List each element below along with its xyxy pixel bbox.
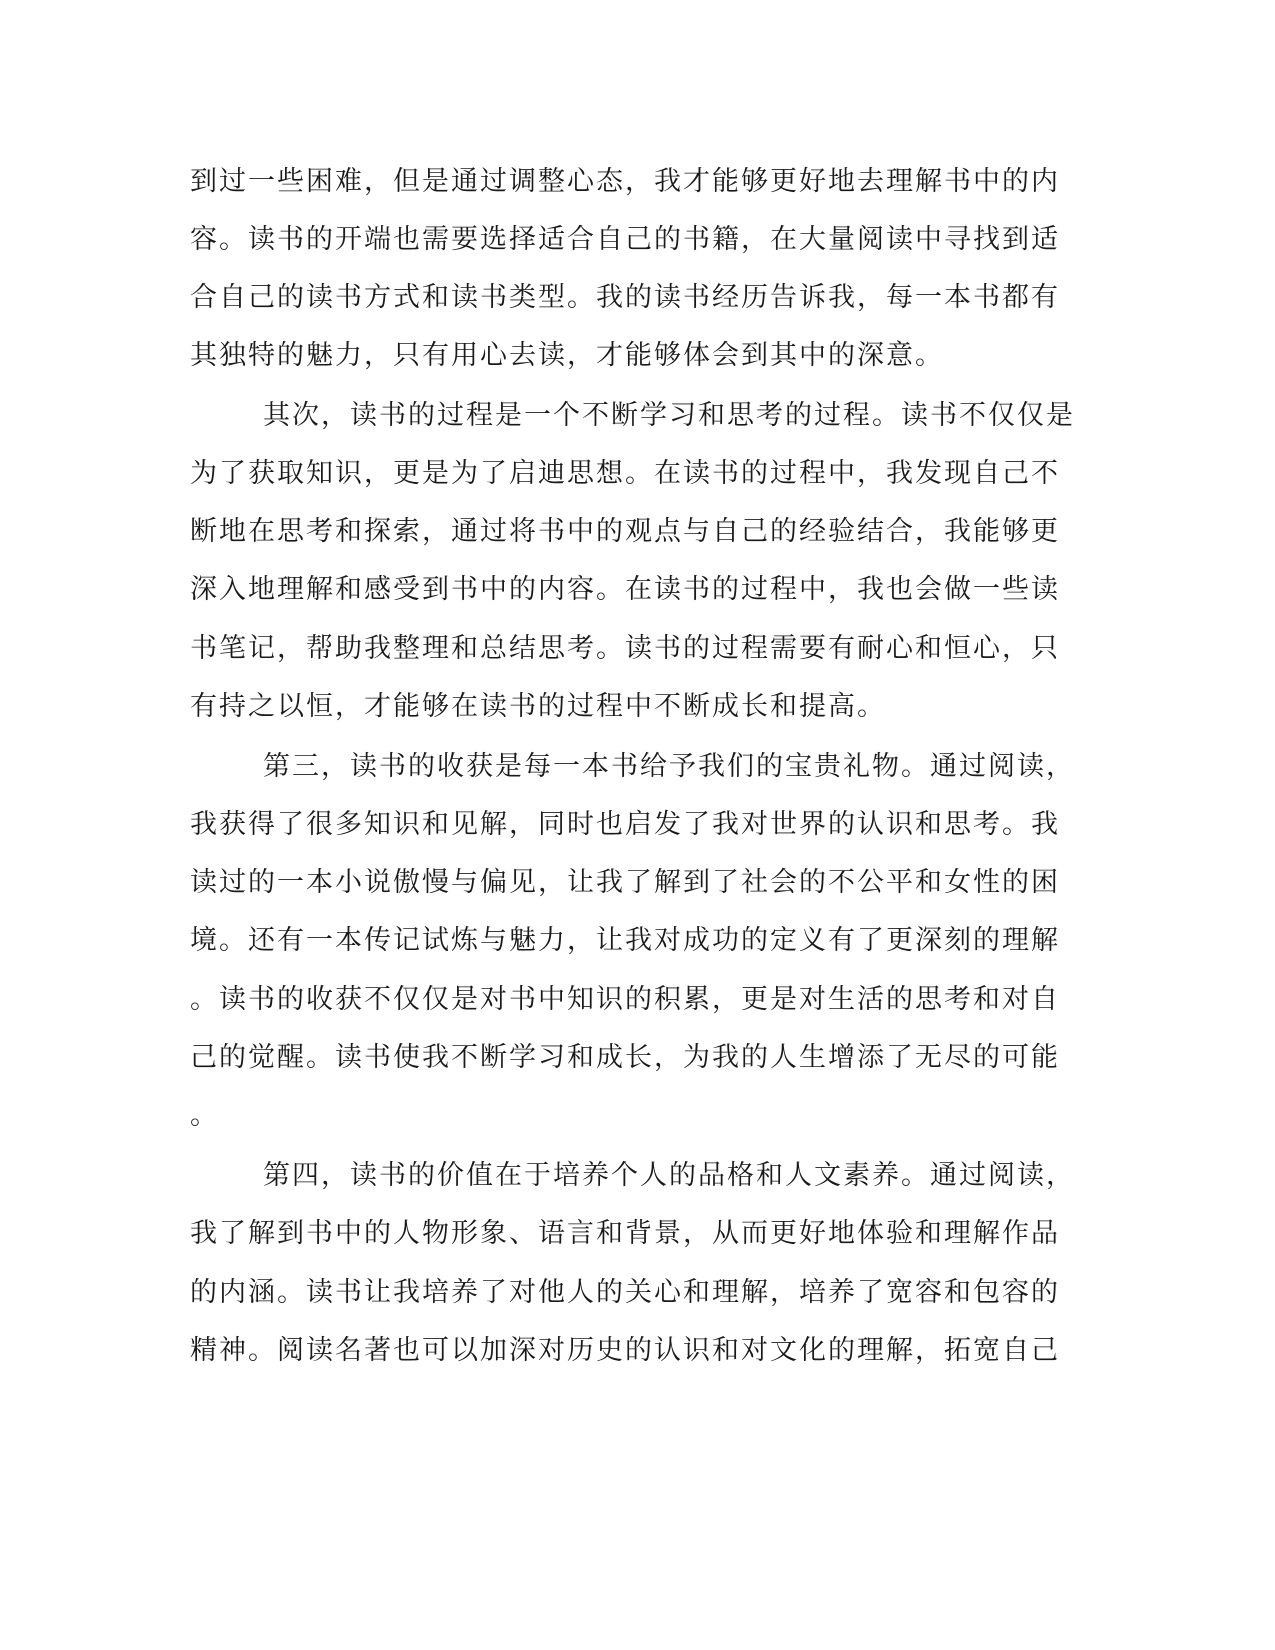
text-line: 己的觉醒。读书使我不断学习和成长，为我的人生增添了无尽的可能 — [190, 1042, 1060, 1073]
paragraph-start-line: 其次，读书的过程是一个不断学习和思考的过程。读书不仅仅是 — [263, 400, 1075, 431]
text-line: 深入地理解和感受到书中的内容。在读书的过程中，我也会做一些读 — [190, 574, 1060, 605]
text-line: 为了获取知识，更是为了启迪思想。在读书的过程中，我发现自己不 — [190, 458, 1060, 489]
text-line: 我获得了很多知识和见解，同时也启发了我对世界的认识和思考。我 — [190, 809, 1060, 840]
text-line: 其独特的魅力，只有用心去读，才能够体会到其中的深意。 — [190, 340, 944, 371]
text-line: 精神。阅读名著也可以加深对历史的认识和对文化的理解，拓宽自己 — [190, 1335, 1060, 1366]
text-line: 合自己的读书方式和读书类型。我的读书经历告诉我，每一本书都有 — [190, 282, 1060, 313]
text-line: 读过的一本小说傲慢与偏见，让我了解到了社会的不公平和女性的困 — [190, 867, 1060, 898]
text-line: 有持之以恒，才能够在读书的过程中不断成长和提高。 — [190, 691, 886, 722]
text-line: 的内涵。读书让我培养了对他人的关心和理解，培养了宽容和包容的 — [190, 1277, 1060, 1308]
text-line: 断地在思考和探索，通过将书中的观点与自己的经验结合，我能够更 — [190, 516, 1060, 547]
text-line: 境。还有一本传记试炼与魅力，让我对成功的定义有了更深刻的理解 — [190, 925, 1060, 956]
text-line: 我了解到书中的人物形象、语言和背景，从而更好地体验和理解作品 — [190, 1218, 1060, 1249]
text-line: 。读书的收获不仅仅是对书中知识的积累，更是对生活的思考和对自 — [190, 984, 1060, 1015]
paragraph-start-line: 第三，读书的收获是每一本书给予我们的宝贵礼物。通过阅读， — [263, 751, 1075, 782]
text-line: 到过一些困难，但是通过调整心态，我才能够更好地去理解书中的内 — [190, 166, 1060, 197]
text-line: 。 — [190, 1100, 219, 1131]
text-line: 书笔记，帮助我整理和总结思考。读书的过程需要有耐心和恒心，只 — [190, 633, 1060, 664]
text-line: 容。读书的开端也需要选择适合自己的书籍，在大量阅读中寻找到适 — [190, 224, 1060, 255]
paragraph-start-line: 第四，读书的价值在于培养个人的品格和人文素养。通过阅读， — [263, 1160, 1075, 1191]
